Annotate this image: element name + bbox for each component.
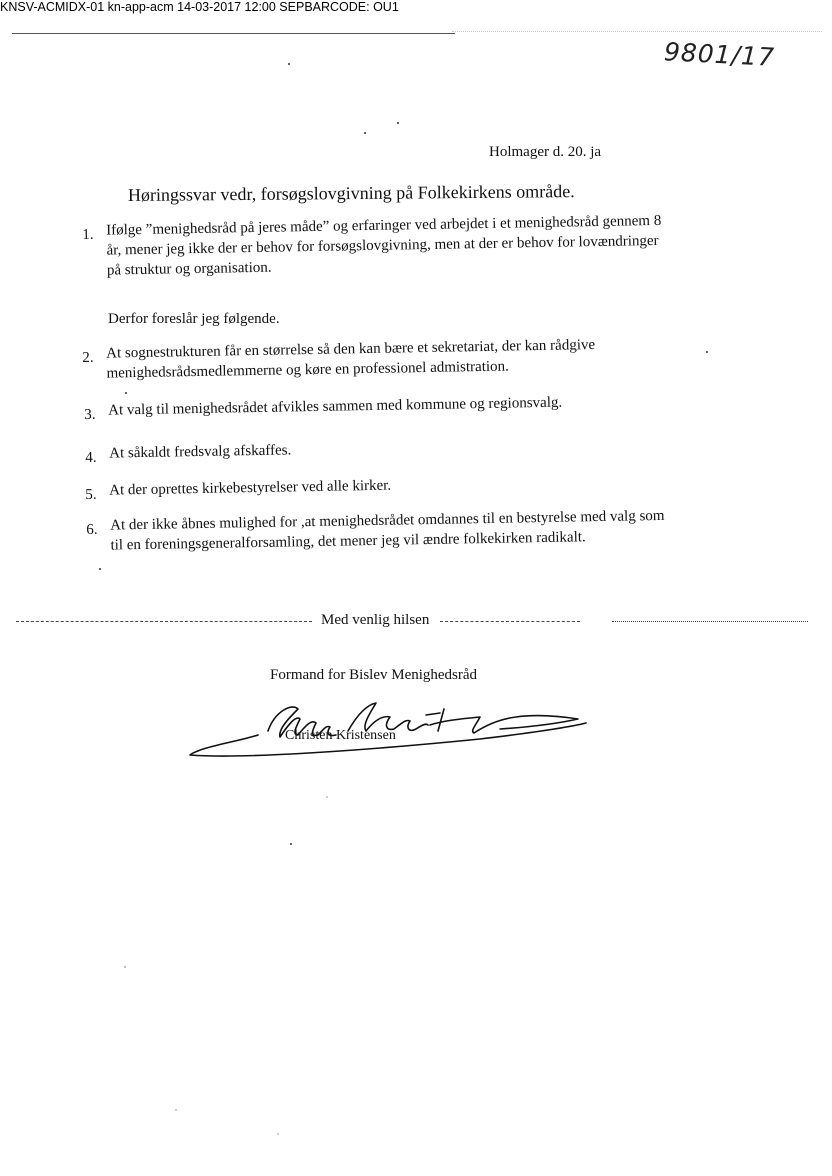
list-item-5: [85, 474, 485, 505]
closing-greeting: Med venlig hilsen: [318, 612, 432, 629]
list-item-4: [85, 439, 385, 468]
closing-rule-far-right: [612, 621, 808, 622]
signer-role: Formand for Bislev Menighedsråd: [270, 667, 478, 683]
scan-speck: [175, 1109, 177, 1111]
letter-title: Høringssvar vedr, forsøgslovgivning på Folkekirkens område.: [127, 181, 575, 205]
list-item-number: 3.: [84, 406, 96, 423]
scan-speck: [397, 122, 399, 124]
scan-speck: [125, 392, 127, 394]
closing-rule-left: [16, 621, 312, 622]
list-item-line: At der ikke åbnes mulighed for ,at menighedsrådet omdannes til en bestyrelse med valg som: [110, 507, 665, 534]
list-item-number: 1.: [82, 226, 94, 243]
header-rule: [12, 33, 455, 34]
list-item-line: år, mener jeg ikke der er behov for forsøgslovgivning, men at der er behov for lovændringer: [106, 232, 659, 259]
list-item-line: At sognestrukturen får en størrelse så den kan bære et sekretariat, der kan rådgive: [106, 337, 596, 362]
scan-speck: [288, 63, 290, 65]
list-item-2: [82, 333, 723, 388]
intro-paragraph: Derfor foreslår jeg følgende.: [108, 311, 280, 327]
closing-rule-right: [440, 621, 580, 622]
scan-speck: [277, 1133, 279, 1135]
scan-speck: [290, 843, 292, 845]
list-item-line: til en foreningsgeneralforsamling, det mener jeg vil ændre folkekirken radikalt.: [110, 529, 586, 554]
list-item-line: på struktur og organisation.: [106, 259, 272, 279]
fax-header-line: KNSV-ACMIDX-01 kn-app-acm 14-03-2017 12:00 SEPBARCODE: OU1: [0, 0, 399, 14]
handwritten-case-number: 9801/17: [663, 37, 776, 72]
list-item-line: menighedsrådsmedlemmerne og køre en professionel admistration.: [106, 358, 509, 382]
list-item-line: At såkaldt fredsvalg afskaffes.: [109, 442, 292, 462]
list-item-line: At der oprettes kirkebestyrelser ved alle kirker.: [109, 477, 392, 499]
signer-name: Christen Kristensen: [285, 728, 396, 743]
list-item-1: [82, 209, 743, 285]
scan-speck: [124, 966, 126, 968]
scan-speck: [326, 796, 328, 798]
list-item-number: 6.: [86, 521, 98, 538]
scan-speck: [364, 132, 366, 134]
letter-dateline: Holmager d. 20. ja: [489, 144, 602, 160]
list-item-3: [84, 391, 644, 425]
scan-speck: [706, 351, 708, 353]
list-item-line: At valg til menighedsrådet afvikles sammen med kommune og regionsvalg.: [108, 394, 563, 419]
list-item-number: 2.: [82, 349, 94, 366]
list-item-number: 5.: [85, 486, 97, 503]
list-item-number: 4.: [85, 449, 97, 466]
header-rule-faint: [452, 31, 822, 32]
list-item-line: Ifølge ”menighedsråd på jeres måde” og erfaringer ved arbejdet i et menighedsråd gennem 8: [106, 212, 662, 239]
scan-speck: [99, 568, 101, 570]
list-item-6: [86, 504, 747, 560]
